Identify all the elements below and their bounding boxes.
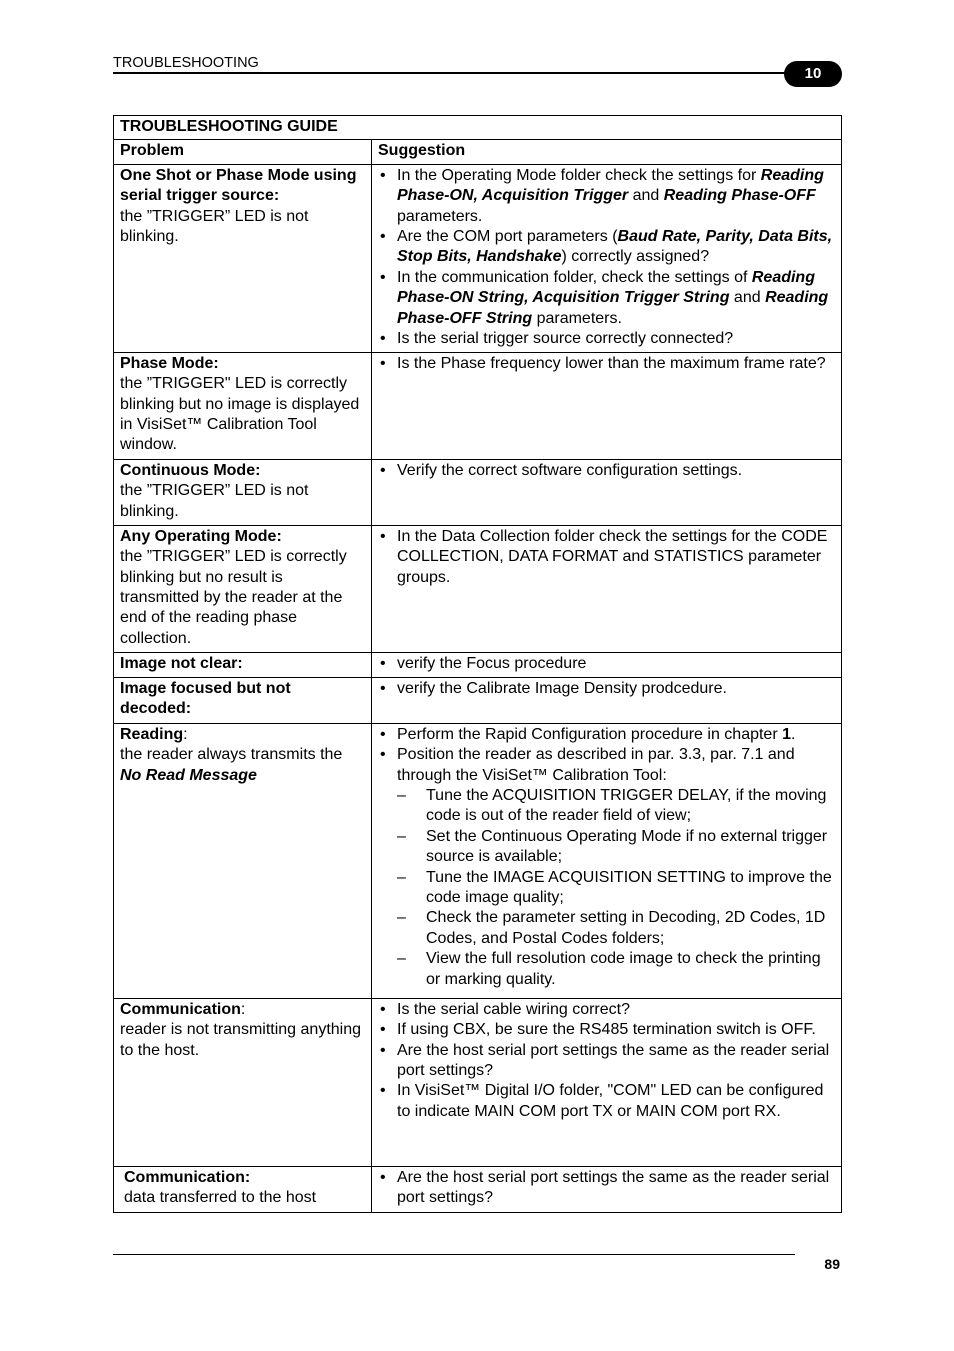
table-title-row — [114, 116, 842, 140]
problem-description: the ”TRIGGER” LED is not blinking. — [120, 207, 309, 246]
column-header-problem: Problem — [114, 140, 372, 164]
problem-description: reader is not transmitting anything to the host. — [120, 1021, 362, 1059]
suggestion-cell — [372, 164, 842, 352]
suggestion-cell — [372, 723, 842, 998]
sub-list — [397, 786, 835, 990]
list-item: – Tune the IMAGE ACQUISITION SETTING to improve the code image quality; — [397, 868, 835, 909]
problem-title: Image not clear: — [120, 654, 243, 672]
footer-rule — [113, 1254, 795, 1255]
suggestion-cell — [372, 1166, 842, 1212]
list-item: • Are the COM port parameters (Baud Rate, Parity, Data Bits, Stop Bits, Handshake) correctly assigned? — [378, 227, 835, 268]
table-header-row — [114, 140, 842, 164]
suggestion-cell — [372, 677, 842, 723]
problem-cell — [114, 652, 372, 677]
problem-description: the reader always transmits the — [120, 746, 343, 764]
table-row — [114, 352, 842, 459]
suggestion-list — [378, 679, 835, 699]
problem-title: Image focused but not decoded: — [120, 679, 291, 718]
problem-description: the ”TRIGGER” LED is correctly blinking but no result is transmitted by the reader at the end of the reading phase collection. — [120, 548, 347, 647]
list-item: • verify the Focus procedure — [378, 654, 835, 674]
table-row — [114, 164, 842, 352]
list-item: • In VisiSet™ Digital I/O folder, "COM" LED can be configured to indicate MAIN COM port TX or MAIN COM port RX. — [378, 1081, 835, 1122]
list-item: – View the full resolution code image to check the printing or marking quality. — [397, 949, 835, 990]
problem-cell: Communication: reader is not transmitting anything to the host. — [114, 998, 372, 1166]
table-row — [114, 652, 842, 677]
running-header-title: TROUBLESHOOTING — [113, 55, 259, 71]
list-item: • Verify the correct software configuration settings. — [378, 461, 835, 481]
list-item: • Is the serial cable wiring correct? — [378, 1000, 835, 1020]
suggestion-list — [378, 461, 835, 481]
suggestion-list — [378, 725, 835, 990]
list-item: • Is the serial trigger source correctly connected? — [378, 329, 835, 349]
suggestion-list — [378, 654, 835, 674]
problem-title: Reading — [120, 725, 184, 743]
list-item: – Tune the ACQUISITION TRIGGER DELAY, if the moving code is out of the reader field of view; — [397, 786, 835, 827]
problem-description: the ”TRIGGER” LED is not blinking. — [120, 482, 309, 520]
problem-title: Communication — [120, 1000, 241, 1018]
problem-title: Phase Mode: — [120, 354, 219, 372]
list-item: – Check the parameter setting in Decoding, 2D Codes, 1D Codes, and Postal Codes folders; — [397, 908, 835, 949]
list-item: • In the Operating Mode folder check the settings for Reading Phase-ON, Acquisition Trigger and Reading Phase-OFF parameters. — [378, 166, 835, 227]
problem-cell: Reading: the reader always transmits the No Read Message — [114, 723, 372, 998]
table-row — [114, 1166, 842, 1212]
list-item: • In the communication folder, check the settings of Reading Phase-ON String, Acquisition Trigger String and Reading Phase-OFF String parameters. — [378, 268, 835, 329]
header-rule — [113, 72, 803, 74]
no-read-message-term: No Read Message — [120, 766, 257, 784]
page-number: 89 — [824, 1256, 840, 1272]
list-item: – Set the Continuous Operating Mode if no external trigger source is available; — [397, 827, 835, 868]
table-title: TROUBLESHOOTING GUIDE — [114, 116, 842, 140]
suggestion-list — [378, 354, 835, 374]
problem-description: data transferred to the host — [124, 1189, 317, 1207]
problem-cell — [114, 352, 372, 459]
problem-cell — [114, 525, 372, 652]
suggestion-list — [378, 166, 835, 350]
suggestion-list — [378, 1000, 835, 1122]
table-row — [114, 998, 842, 1166]
troubleshooting-table — [113, 115, 842, 1213]
list-item: • Position the reader as described in par. 3.3, par. 7.1 and through the VisiSet™ Calibration Tool: – Tune the ACQUISITION TRIGGER DELAY, if the moving code is out of the reader field of view; – Set the Continuous Operating Mode if no external trigger source is available; – Tune the IMAGE ACQUISITION SETTING to improve the code image quality; – Check the parameter setting in Decoding, 2D Codes, 1D Codes, and Postal Codes folders; – View the full resolution code image to check the printing or marking quality. — [378, 745, 835, 990]
suggestion-cell — [372, 525, 842, 652]
problem-cell — [114, 1166, 372, 1212]
list-item: • Are the host serial port settings the same as the reader serial port settings? — [378, 1041, 835, 1082]
table-row — [114, 459, 842, 525]
table-row — [114, 677, 842, 723]
suggestion-list — [378, 1168, 835, 1209]
suggestion-cell — [372, 352, 842, 459]
suggestion-cell — [372, 652, 842, 677]
problem-cell — [114, 459, 372, 525]
list-item: • verify the Calibrate Image Density prodcedure. — [378, 679, 835, 699]
suggestion-cell — [372, 998, 842, 1166]
list-item: • In the Data Collection folder check the settings for the CODE COLLECTION, DATA FORMAT and STATISTICS parameter groups. — [378, 527, 835, 588]
problem-title: Continuous Mode: — [120, 461, 261, 479]
table-row — [114, 723, 842, 998]
column-header-suggestion: Suggestion — [372, 140, 842, 164]
chapter-number-badge: 10 — [784, 61, 842, 87]
suggestion-cell — [372, 459, 842, 525]
list-item: • Is the Phase frequency lower than the maximum frame rate? — [378, 354, 835, 374]
problem-title: One Shot or Phase Mode using serial trigger source: — [120, 166, 357, 205]
problem-title: Communication: — [124, 1168, 251, 1186]
list-item: • Perform the Rapid Configuration procedure in chapter 1. — [378, 725, 835, 745]
list-item: • Are the host serial port settings the same as the reader serial port settings? — [378, 1168, 835, 1209]
table-row — [114, 525, 842, 652]
problem-cell — [114, 677, 372, 723]
suggestion-list — [378, 527, 835, 588]
problem-title: Any Operating Mode: — [120, 527, 282, 545]
problem-description: the ”TRIGGER" LED is correctly blinking but no image is displayed in VisiSet™ Calibration Tool window. — [120, 375, 360, 454]
list-item: • If using CBX, be sure the RS485 termination switch is OFF. — [378, 1020, 835, 1040]
problem-cell — [114, 164, 372, 352]
